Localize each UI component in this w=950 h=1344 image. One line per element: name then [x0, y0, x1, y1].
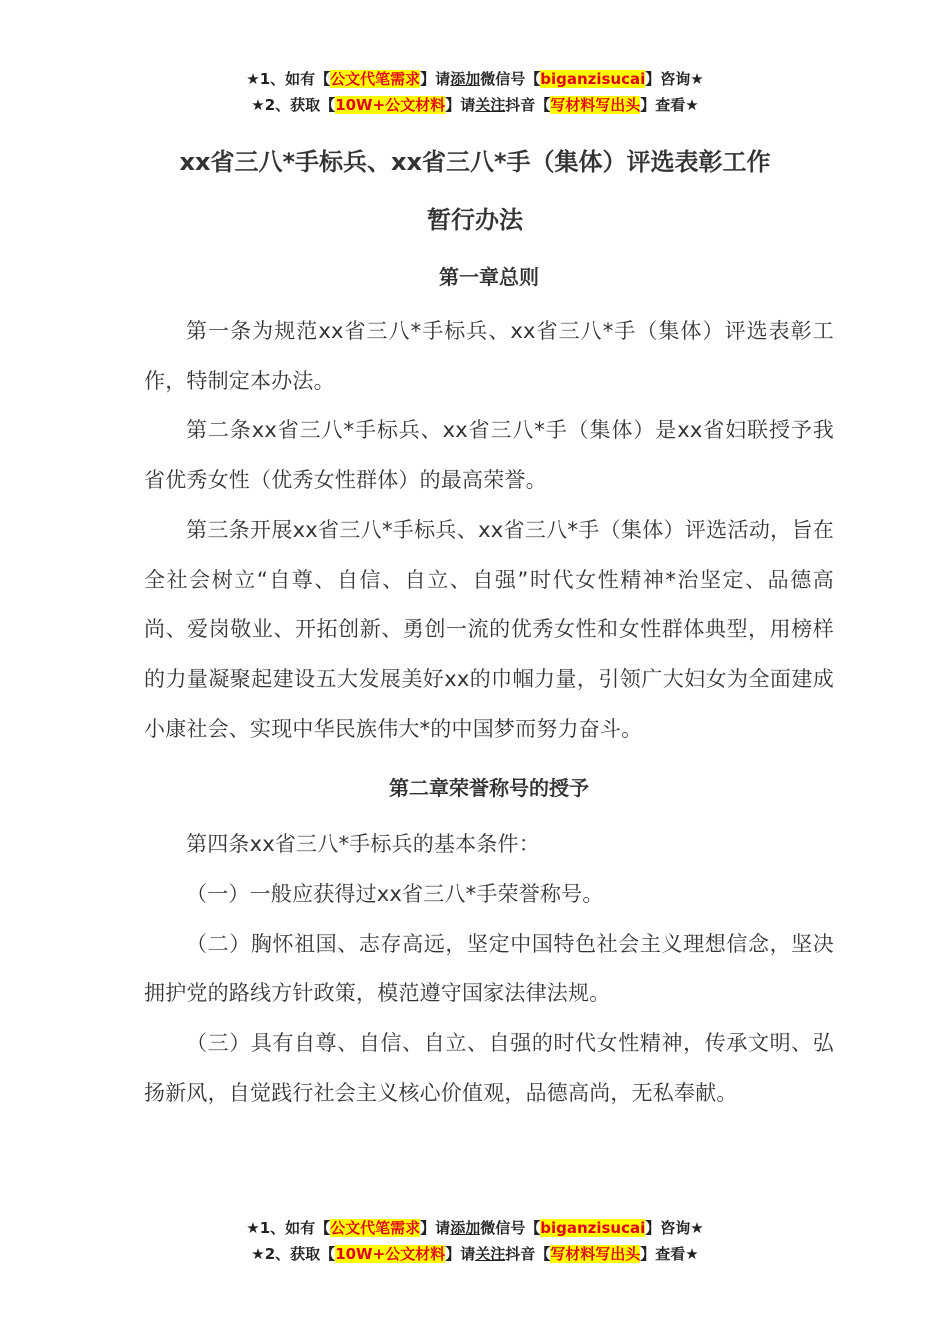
- banner-text: ★2、获取【: [251, 96, 336, 114]
- banner-text: 】查看★: [640, 1245, 699, 1263]
- banner-line-2: [0, 92, 950, 118]
- banner-text: 抖音【: [505, 1245, 551, 1263]
- banner-text: 微信号【: [480, 70, 541, 88]
- banner-text: 】请: [445, 96, 476, 114]
- banner-text: ★1、如有【: [246, 1219, 331, 1237]
- list-item: （三）具有自尊、自信、自立、自强的时代女性精神，传承文明、弘扬新风，自觉践行社会主义核心价值观，品德高尚，无私奉献。: [144, 1031, 834, 1105]
- banner-underline: 添加: [450, 70, 481, 88]
- banner-highlight: 公文代笔需求: [330, 70, 421, 88]
- banner-text: 】咨询★: [645, 70, 704, 88]
- banner-highlight: 写材料写出头: [550, 1245, 641, 1263]
- banner-highlight: 公文代笔需求: [330, 1219, 421, 1237]
- banner-highlight: biganzisucai: [540, 1219, 646, 1237]
- footer-banner: [0, 1215, 950, 1267]
- article-2: 第二条xx省三八*手标兵、xx省三八*手（集体）是xx省妇联授予我省优秀女性（优秀女性群体）的最高荣誉。: [144, 418, 834, 493]
- banner-text: 抖音【: [505, 96, 551, 114]
- banner-text: ★1、如有【: [246, 70, 331, 88]
- banner-underline: 添加: [450, 1219, 481, 1237]
- banner-text: 】请: [445, 1245, 476, 1263]
- chapter-heading-2: 第二章荣誉称号的授予: [389, 776, 589, 801]
- document-body: [144, 257, 834, 1119]
- list-item: （二）胸怀祖国、志存高远，坚定中国特色社会主义理想信念，坚决拥护党的路线方针政策，模范遵守国家法律法规。: [144, 931, 834, 1006]
- list-item: （一）一般应获得过xx省三八*手荣誉称号。: [186, 882, 604, 907]
- banner-text: 】咨询★: [645, 1219, 704, 1237]
- banner-highlight: 10W+公文材料: [335, 96, 446, 114]
- document-title: [0, 133, 950, 249]
- banner-highlight: 写材料写出头: [550, 96, 641, 114]
- article-3: 第三条开展xx省三八*手标兵、xx省三八*手（集体）评选活动，旨在全社会树立“自尊、自信、自立、自强”时代女性精神*治坚定、品德高尚、爱岗敬业、开拓创新、勇创一流的优秀女性和女性群体典型，用榜样的力量凝聚起建设五大发展美好xx的巾帼力量，引领广大妇女为全面建成小康社会、实现中华民族伟大*的中国梦而努力奋斗。: [144, 517, 834, 741]
- banner-line-2: [0, 1241, 950, 1267]
- banner-text: 微信号【: [480, 1219, 541, 1237]
- banner-underline: 关注: [475, 1245, 506, 1263]
- chapter-heading-1: 第一章总则: [439, 265, 539, 289]
- title-line-1: xx省三八*手标兵、xx省三八*手（集体）评选表彰工作: [179, 148, 771, 176]
- header-banner: [0, 66, 950, 118]
- banner-text: 】请: [420, 1219, 451, 1237]
- article-4: 第四条xx省三八*手标兵的基本条件：: [186, 832, 540, 857]
- banner-highlight: 10W+公文材料: [335, 1245, 446, 1263]
- banner-line-1: [0, 66, 950, 92]
- banner-text: ★2、获取【: [251, 1245, 336, 1263]
- banner-text: 】查看★: [640, 96, 699, 114]
- banner-highlight: biganzisucai: [540, 70, 646, 88]
- banner-line-1: [0, 1215, 950, 1241]
- article-1: 第一条为规范xx省三八*手标兵、xx省三八*手（集体）评选表彰工作，特制定本办法。: [144, 319, 834, 393]
- banner-text: 】请: [420, 70, 451, 88]
- banner-underline: 关注: [475, 96, 506, 114]
- title-line-2: 暂行办法: [427, 206, 523, 234]
